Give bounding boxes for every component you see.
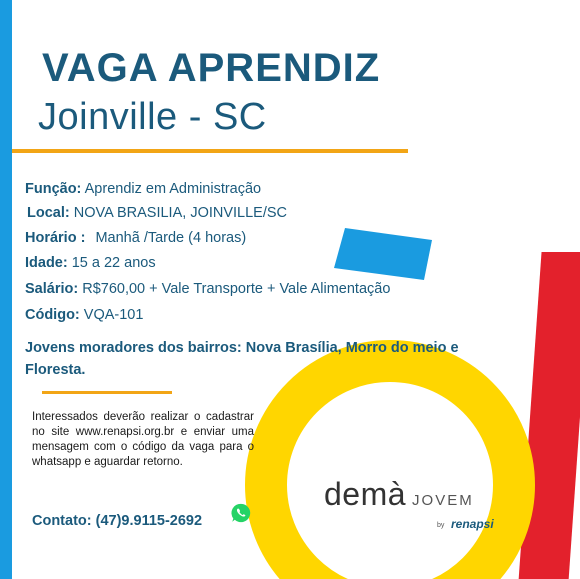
page-title: VAGA APRENDIZ: [42, 46, 381, 90]
detail-value: Aprendiz em Administração: [84, 181, 262, 197]
detail-salario: [25, 281, 390, 297]
detail-value: R$760,00 + Vale Transporte + Vale Alimentação: [82, 281, 391, 297]
detail-value: 15 a 22 anos: [71, 255, 156, 271]
detail-label: Idade:: [25, 255, 68, 271]
detail-label: Local:: [27, 205, 70, 221]
divider-line-short: [42, 391, 172, 394]
instructions-text: Interessados deverão realizar o cadastrar no site www.renapsi.org.br e enviar uma mensagem com o código da vaga para o whatsapp e aguardar retorno.: [32, 411, 254, 468]
logo-by-text: by: [437, 522, 445, 529]
detail-idade: [25, 255, 156, 271]
detail-local: [27, 205, 287, 221]
detail-label: Código:: [25, 307, 80, 323]
page-subtitle: Joinville - SC: [38, 96, 267, 138]
logo-jovem-text: JOVEM: [412, 492, 474, 509]
detail-codigo: [25, 307, 143, 323]
neighborhoods-text: Jovens moradores dos bairros: Nova Brasília, Morro do meio e Floresta.: [25, 340, 459, 378]
divider-line: [12, 149, 408, 153]
dema-jovem-logo: [324, 476, 474, 513]
detail-label: Função:: [25, 181, 82, 197]
detail-value: VQA-101: [83, 307, 144, 323]
contact-phone[interactable]: Contato: (47)9.9115-2692: [32, 513, 203, 529]
detail-horario: [25, 230, 246, 246]
detail-funcao: [25, 181, 261, 197]
logo-main-text: demà: [324, 476, 407, 512]
detail-label: Salário:: [25, 281, 79, 297]
detail-value: Manhã /Tarde (4 horas): [95, 230, 247, 246]
detail-label: Horário :: [25, 230, 86, 246]
renapsi-logo: renapsi: [451, 517, 494, 531]
detail-value: NOVA BRASILIA, JOINVILLE/SC: [73, 205, 288, 221]
whatsapp-icon[interactable]: [230, 502, 252, 524]
left-blue-bar: [0, 0, 12, 579]
